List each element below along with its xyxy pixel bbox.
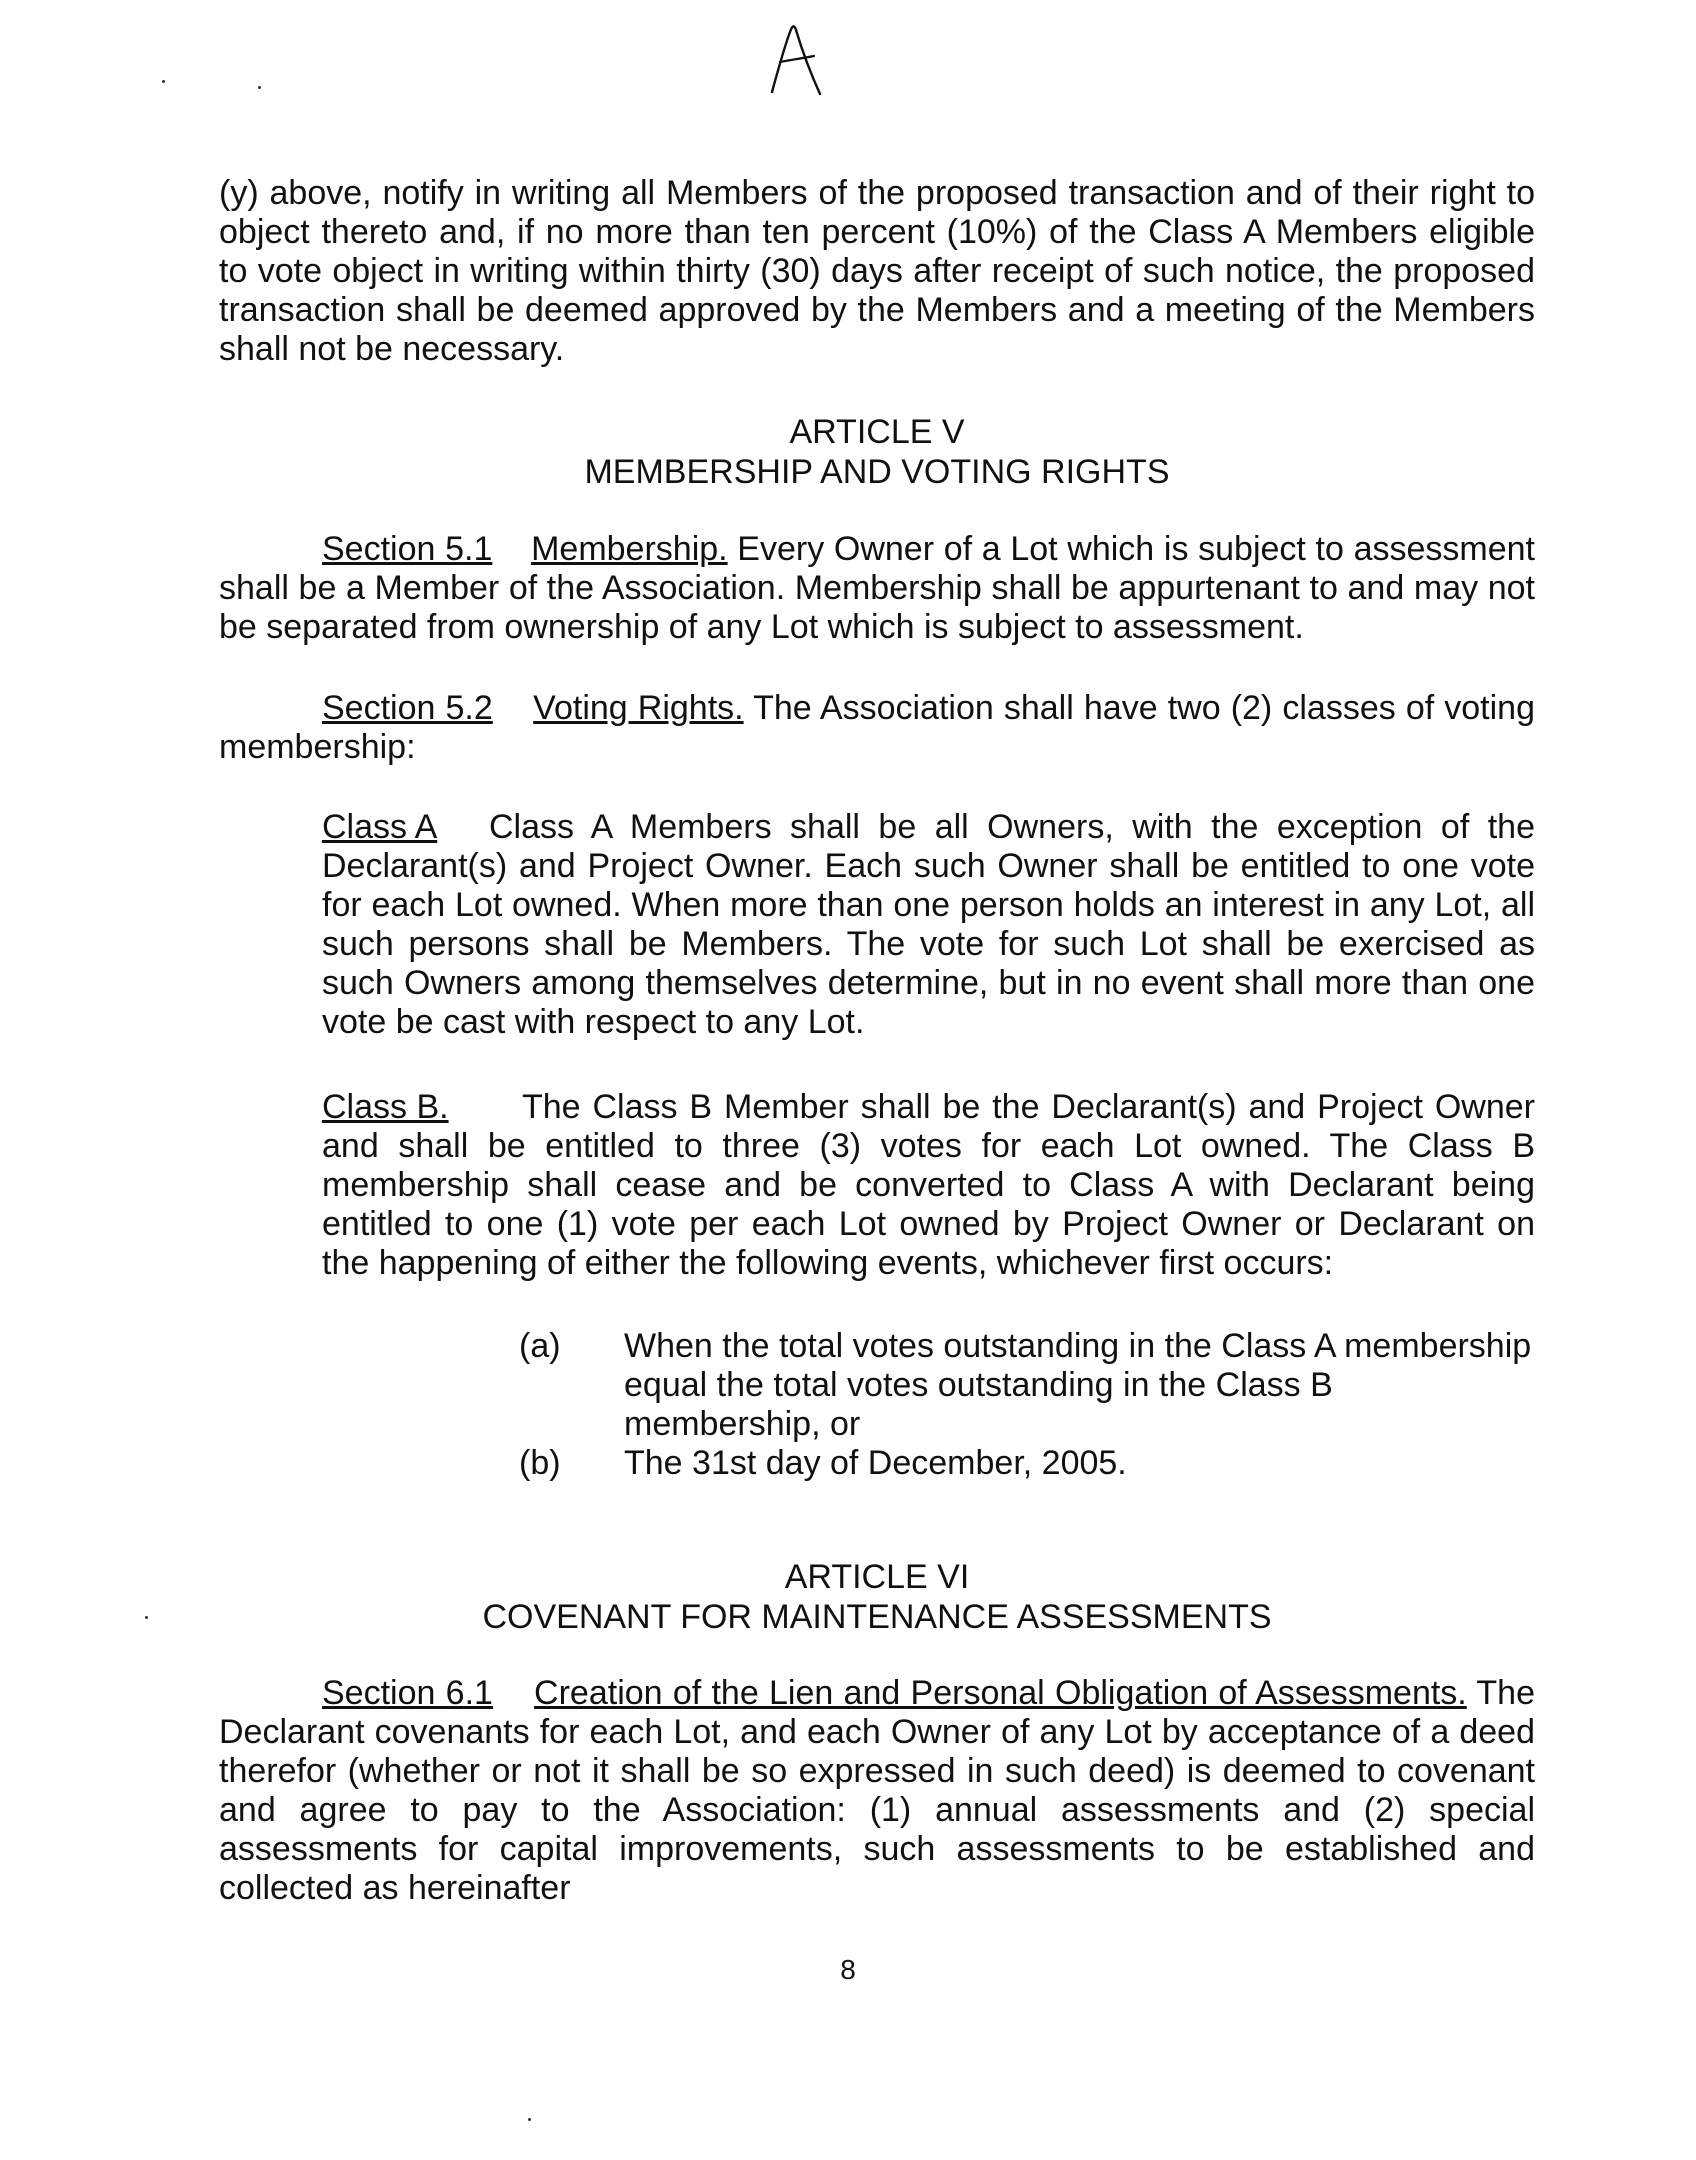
event-item-a-text: When the total votes outstanding in the Class A membership equal the total votes outstanding in the Class B membership, or (624, 1327, 1532, 1443)
article-vi-title: COVENANT FOR MAINTENANCE ASSESSMENTS (482, 1598, 1272, 1636)
article-vi-heading (219, 1557, 1535, 1637)
section-5-1-heading: Membership. (531, 530, 728, 568)
section-5-1-text: Every Owner of a Lot which is subject to assessment shall be a Member of the Association. Membership shall be appurtenant to and may not be separated from ownership of any Lot which is subject to assessment. (219, 530, 1535, 646)
article-v-title: MEMBERSHIP AND VOTING RIGHTS (584, 453, 1170, 491)
class-b-paragraph (322, 1088, 1535, 1283)
section-6-1-number: Section 6.1 (322, 1674, 493, 1712)
section-5-2-heading: Voting Rights. (533, 689, 744, 727)
section-6-1-paragraph (219, 1674, 1535, 1908)
page-number: 8 (840, 1954, 856, 1985)
section-5-2-paragraph (219, 689, 1535, 767)
section-5-2-number: Section 5.2 (322, 689, 493, 727)
intro-paragraph-block (219, 174, 1535, 369)
class-b-text: The Class B Member shall be the Declarant(s) and Project Owner and shall be entitled to three (3) votes for each Lot owned. The Class B membership shall cease and be converted to Class A with Declarant being entitled to one (1) vote per each Lot owned by Project Owner or Declarant on the happening of either the following events, whichever first occurs: (322, 1088, 1535, 1282)
class-b-label: Class B. (322, 1088, 449, 1126)
event-item-b-text: The 31st day of December, 2005. (624, 1444, 1127, 1482)
article-vi-number: ARTICLE VI (784, 1558, 970, 1596)
section-5-2-text: The Association shall have two (2) classes of voting membership: (219, 689, 1535, 766)
event-item-a (519, 1327, 1535, 1444)
section-5-1-number: Section 5.1 (322, 530, 493, 568)
class-a-text: Class A Members shall be all Owners, with the exception of the Declarant(s) and Project Owner. Each such Owner shall be entitled to one vote for each Lot owned. When more than one person holds an interest in any Lot, all such persons shall be Members. The vote for such Lot shall be exercised as such Owners among themselves determine, but in no event shall more than one vote be cast with respect to any Lot. (322, 808, 1535, 1041)
class-b-block (322, 1088, 1535, 1283)
handwritten-a-mark (760, 20, 830, 100)
class-a-block (322, 808, 1535, 1042)
event-item-b-letter: (b) (519, 1444, 561, 1482)
article-v-number: ARTICLE V (789, 413, 965, 451)
section-6-1-text: The Declarant covenants for each Lot, and each Owner of any Lot by acceptance of a deed therefor (whether or not it shall be so expressed in such deed) is deemed to covenant and agree to pay to the Association: (1) annual assessments and (2) special assessments for capital improvements, such assessments to be established and collected as hereinafter (219, 1674, 1535, 1907)
scan-speck (145, 1616, 148, 1619)
section-5-1 (219, 530, 1535, 647)
event-item-b (519, 1444, 1535, 1483)
intro-paragraph: (y) above, notify in writing all Members of the proposed transaction and of their right to object thereto and, if no more than ten percent (10%) of the Class A Members eligible to vote object in writing within thirty (30) days after receipt of such notice, the proposed transaction shall be deemed approved by the Members and a meeting of the Members shall not be necessary. (219, 174, 1535, 368)
section-5-1-paragraph (219, 530, 1535, 647)
scan-speck (528, 2118, 531, 2121)
class-a-label: Class A (322, 808, 438, 846)
event-item-a-letter: (a) (519, 1327, 561, 1365)
scan-speck (258, 86, 261, 89)
section-6-1 (219, 1674, 1535, 1908)
article-v-heading (219, 412, 1535, 492)
section-6-1-heading: Creation of the Lien and Personal Obligation of Assessments. (534, 1674, 1467, 1712)
class-a-paragraph (322, 808, 1535, 1042)
section-5-2 (219, 689, 1535, 767)
scan-speck (162, 80, 165, 83)
